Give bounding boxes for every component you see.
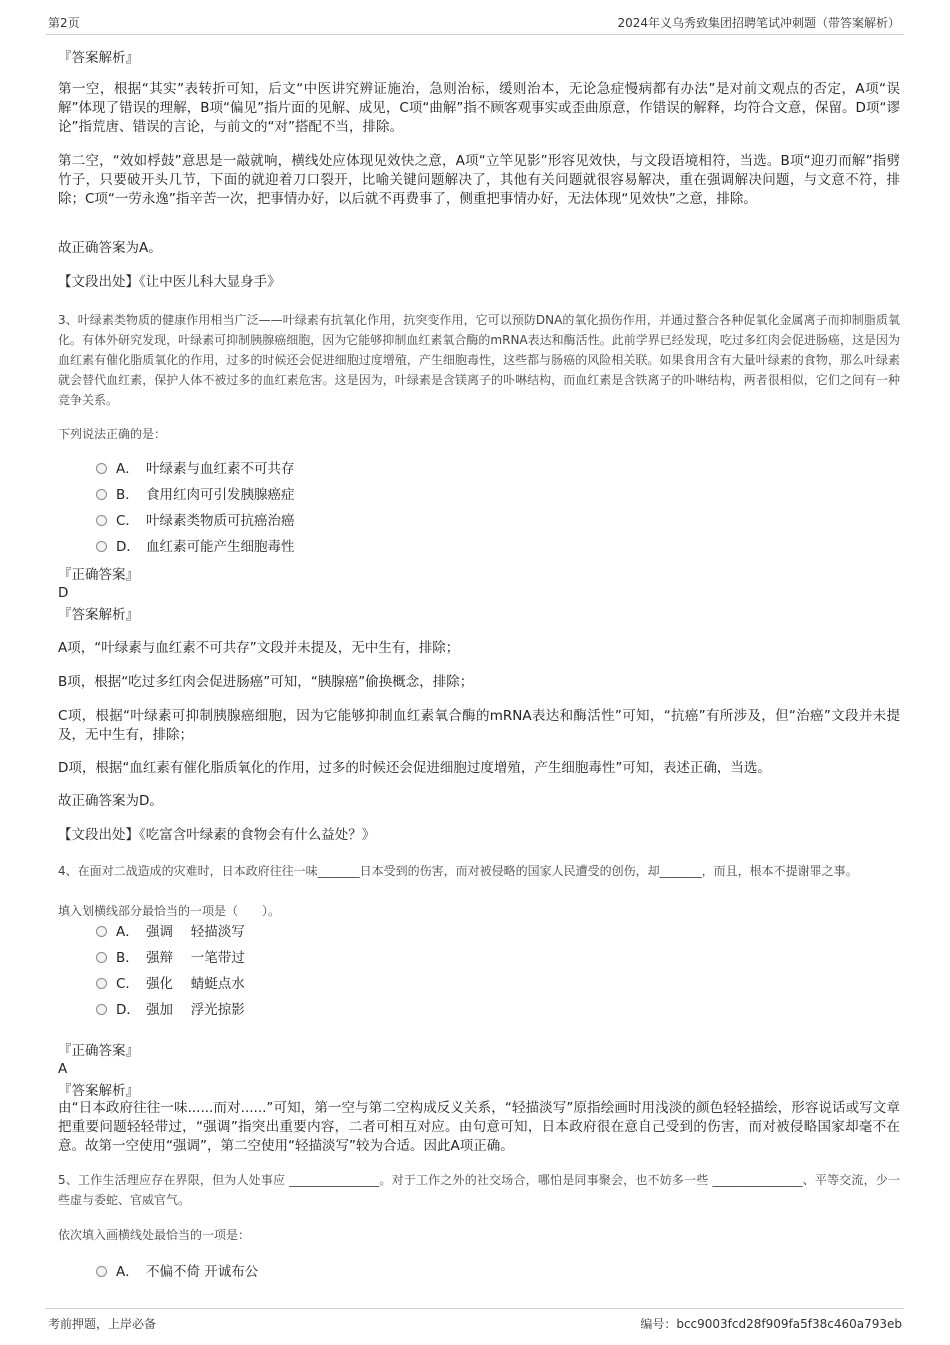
page-footer xyxy=(46,1308,904,1331)
q4-analysis-label: 『答案解析』 xyxy=(58,1083,139,1099)
q4-prompt: 填入划横线部分最恰当的一项是（ ）。 xyxy=(58,904,281,918)
radio-icon[interactable] xyxy=(96,952,107,963)
radio-icon[interactable] xyxy=(96,463,107,474)
q5-passage: 5、工作生活理应存在界限，但为人处事应 _______________。对于工作之外的社交场合，哪怕是同事聚会，也不妨多一些 _______________、平等交流，少一些虚与委蛇、官威官气。 xyxy=(58,1173,900,1207)
q3-option-c[interactable]: C． 叶绿素类物质可抗癌治癌 xyxy=(96,508,295,534)
q4-option-d[interactable]: D． 强加 浮光掠影 xyxy=(96,997,245,1023)
q5-options xyxy=(96,1259,258,1285)
q4-option-a[interactable]: A． 强调 轻描淡写 xyxy=(96,919,245,945)
q3-explain-c: C项，根据“叶绿素可抑制胰腺癌细胞，因为它能够抑制血红素氧合酶的mRNA表达和酶活性”可知，“抗癌”有所涉及，但“治癌”文段并未提及，无中生有，排除； xyxy=(58,708,900,743)
radio-icon[interactable] xyxy=(96,1004,107,1015)
q3-answer: D xyxy=(58,585,69,601)
footer-code: 编号：bcc9003fcd28f909fa5f38c460a793eb xyxy=(640,1317,902,1331)
page-header xyxy=(46,10,904,35)
q3-option-a[interactable]: A． 叶绿素与血红素不可共存 xyxy=(96,456,295,482)
footer-slogan: 考前押题，上岸必备 xyxy=(48,1317,157,1331)
q3-options xyxy=(96,456,295,560)
q3-explain-d: D项，根据“血红素有催化脂质氧化的作用，过多的时候还会促进细胞过度增殖，产生细胞毒性”可知，表述正确，当选。 xyxy=(58,760,771,776)
q5-option-a[interactable]: A． 不偏不倚 开诚布公 xyxy=(96,1259,258,1285)
q3-explain-a: A项，“叶绿素与血红素不可共存”文段并未提及，无中生有，排除； xyxy=(58,640,460,656)
radio-icon[interactable] xyxy=(96,515,107,526)
q4-passage: 4、在面对二战造成的灾难时，日本政府往往一味_______日本受到的伤害，而对被侵略的国家人民遭受的创伤，却_______，而且，根本不提谢罪之事。 xyxy=(58,864,858,878)
q2-source: 【文段出处】《让中医儿科大显身手》 xyxy=(58,274,281,290)
q3-source: 【文段出处】《吃富含叶绿素的食物会有什么益处？》 xyxy=(58,827,376,843)
q5-prompt: 依次填入画横线处最恰当的一项是： xyxy=(58,1228,251,1242)
q3-passage: 3、叶绿素类物质的健康作用相当广泛——叶绿素有抗氧化作用，抗突变作用，它可以预防DNA的氧化损伤作用，并通过螯合各种促氧化金属离子而抑制脂质氧化。有体外研究发现，叶绿素可抑制胰腺癌细胞，因为它能够抑制血红素氧合酶的mRNA表达和酶活性。此前学界已经发现，吃过多红肉会促进肠癌，这是因为血红素有催化脂质氧化的作用，过多的时候还会促进细胞过度增殖，产生细胞毒性，这些都与肠癌的风险相关联。如果食用含有大量叶绿素的食物，那么叶绿素就会替代血红素，保护人体不被过多的血红素危害。这是因为，叶绿素是含镁离子的卟啉结构，而血红素是含铁离子的卟啉结构，两者很相似，它们之间有一种竞争关系。 xyxy=(58,313,900,407)
document-title: 2024年义乌秀致集团招聘笔试冲刺题（带答案解析） xyxy=(617,16,900,30)
radio-icon[interactable] xyxy=(96,978,107,989)
page-number: 第2页 xyxy=(48,16,80,30)
q3-option-d[interactable]: D． 血红素可能产生细胞毒性 xyxy=(96,534,295,560)
q4-answer-label: 『正确答案』 xyxy=(58,1043,139,1059)
q2-analysis-label: 『答案解析』 xyxy=(58,50,139,66)
q2-analysis-para1: 第一空，根据“其实”表转折可知，后文“中医讲究辨证施治，急则治标，缓则治本，无论急症慢病都有办法”是对前文观点的否定，A项“误解”体现了错误的理解，B项“偏见”指片面的见解、成见，C项“曲解”指不顾客观事实或歪曲原意，作错误的解释，均符合文意，保留。D项“谬论”指荒唐、错误的言论，与前文的“对”搭配不当，排除。 xyxy=(58,81,900,135)
q3-answer-label: 『正确答案』 xyxy=(58,567,139,583)
radio-icon[interactable] xyxy=(96,541,107,552)
radio-icon[interactable] xyxy=(96,489,107,500)
radio-icon[interactable] xyxy=(96,926,107,937)
q4-option-b[interactable]: B． 强辩 一笔带过 xyxy=(96,945,245,971)
radio-icon[interactable] xyxy=(96,1266,107,1277)
q3-explain-b: B项，根据“吃过多红肉会促进肠癌”可知，“胰腺癌”偷换概念，排除； xyxy=(58,674,474,690)
q2-analysis-para2: 第二空，“效如桴鼓”意思是一敲就响，横线处应体现见效快之意，A项“立竿见影”形容见效快，与文段语境相符，当选。B项“迎刃而解”指劈竹子，只要破开头几节，下面的就迎着刀口裂开，比喻关键问题解决了，其他有关问题就很容易解决，重在强调解决问题，与文意不符，排除；C项“一劳永逸”指辛苦一次，把事情办好，以后就不再费事了，侧重把事情办好，无法体现“见效快”之意，排除。 xyxy=(58,153,900,207)
q4-analysis: 由“日本政府往往一味......而对......”可知，第一空与第二空构成反义关系，“轻描淡写”原指绘画时用浅淡的颜色轻轻描绘，形容说话或写文章把重要问题轻轻带过，“强调”指突出重要内容，二者可相互对应。由句意可知，日本政府很在意自己受到的伤害，而对被侵略国家却毫不在意。故第一空使用“强调”，第二空使用“轻描淡写”较为合适。因此A项正确。 xyxy=(58,1100,900,1154)
q4-options xyxy=(96,919,245,1023)
q3-option-b[interactable]: B． 食用红肉可引发胰腺癌症 xyxy=(96,482,295,508)
q4-answer: A xyxy=(58,1061,68,1077)
q2-conclusion: 故正确答案为A。 xyxy=(58,240,162,256)
q3-conclusion: 故正确答案为D。 xyxy=(58,793,163,809)
q4-option-c[interactable]: C． 强化 蜻蜓点水 xyxy=(96,971,245,997)
q3-prompt: 下列说法正确的是： xyxy=(58,427,167,441)
q3-analysis-label: 『答案解析』 xyxy=(58,607,139,623)
